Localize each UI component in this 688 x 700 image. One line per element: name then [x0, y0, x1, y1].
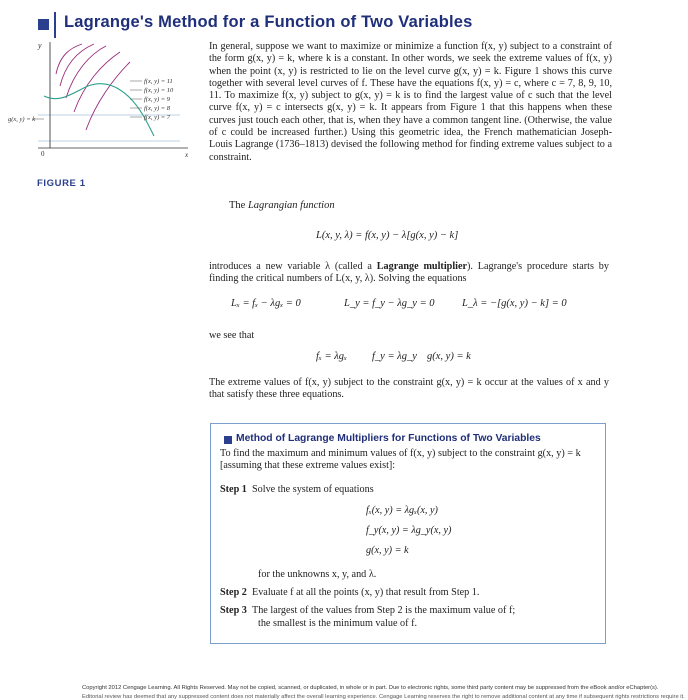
- figure-constraint-curve: [44, 84, 154, 136]
- copyright-footer-2: Editorial review has deemed that any suppressed content does not materially affect the overall learning experience. Cengage Learning reserves the right to remove additional content at any time if subsequent rights restrictions require it.: [82, 694, 685, 700]
- lagrange-multiplier-term: Lagrange multiplier: [376, 261, 468, 272]
- introduces-text-1: introduces a new variable λ (called a: [209, 261, 377, 272]
- box-title: Method of Lagrange Multipliers for Functions of Two Variables: [236, 433, 541, 444]
- condition-fx: fₓ = λgₓ: [316, 351, 348, 362]
- box-intro: To find the maximum and minimum values of f(x, y) subject to the constraint g(x, y) = k [assuming that these extreme values exist]:: [220, 448, 581, 472]
- lagrangian-heading: [229, 200, 335, 211]
- partial-y-equation: L_y = f_y − λg_y = 0: [344, 298, 435, 309]
- step-2: [220, 587, 479, 599]
- partial-x-equation: Lₓ = fₓ − λgₓ = 0: [231, 298, 301, 309]
- copyright-footer: Copyright 2012 Cengage Learning. All Rights Reserved. May not be copied, scanned, or duplicated, in whole or in part. Due to electronic rights, some third party content may be suppressed from the eBook and/or eChapter(s).: [82, 685, 659, 691]
- condition-g: g(x, y) = k: [427, 351, 471, 362]
- unknowns-text: for the unknowns x, y, and λ.: [258, 569, 377, 580]
- figure-level-label-11: f(x, y) = 11: [144, 78, 173, 85]
- figure-level-label-9: f(x, y) = 9: [144, 96, 171, 103]
- figure-x-axis-label: x: [185, 151, 189, 159]
- introduces-text-2: ). Lagrange's procedure starts by finding the critical numbers of L(x, y, λ). Solving the equations: [209, 261, 609, 285]
- lagrangian-heading-prefix: The: [229, 200, 248, 211]
- title-square-icon: [38, 19, 49, 30]
- figure-y-axis-label: y: [38, 41, 42, 50]
- figure-caption: FIGURE 1: [37, 178, 86, 189]
- figure-level-label-7: f(x, y) = 7: [144, 114, 171, 121]
- step-3-text-1: The largest of the values from Step 2 is the maximum value of f;: [251, 605, 516, 616]
- page-title: Lagrange's Method for a Function of Two Variables: [64, 13, 473, 31]
- step-3-label: Step 3: [220, 605, 247, 616]
- title-divider: [54, 12, 56, 38]
- lagrange-method-box: [210, 423, 606, 644]
- figure-origin-label: 0: [41, 150, 45, 158]
- title-row: [0, 0, 688, 36]
- step-2-label: Step 2: [220, 587, 247, 598]
- intro-paragraph-text: In general, suppose we want to maximize or minimize a function f(x, y) subject to a constraint of the form g(x, y) = k, where k is a constant. In other words, we seek the extreme values of f(x, y) when the point (x, y) is restricted to lie on the level curve g(x, y) = k. Figure 1 shows this curve together with several level curves of f. These have the equations f(x, y) = c, where c = 7, 8, 9, 10, 11. To maximize f(x, y) subject to g(x, y) = k is to find the largest value of c such that the level curve f(x, y) = c intersects g(x, y) = k. It appears from Figure 1 that this happens when these curves just touch each other, that is, when they have a common tangent line. (Otherwise, the value of c could be increased further.) Using this geometric idea, the French mathematician Joseph-Louis Lagrange (1736–1813) devised the following method for finding extreme values subject to a constraint.: [209, 41, 612, 163]
- extreme-values-paragraph: The extreme values of f(x, y) subject to the constraint g(x, y) = k occur at the values of x and y that satisfy these three equations.: [209, 377, 609, 401]
- intro-paragraph: [209, 41, 612, 164]
- we-see-that-text: we see that: [209, 330, 255, 341]
- step-1-text: Solve the system of equations: [251, 484, 374, 495]
- figure-axes: [38, 42, 188, 148]
- figure-level-label-8: f(x, y) = 8: [144, 105, 171, 112]
- system-eq-2: f_y(x, y) = λg_y(x, y): [366, 525, 452, 536]
- step-1: [220, 484, 374, 496]
- figure-level-label-10: f(x, y) = 10: [144, 87, 174, 94]
- system-eq-1: fₓ(x, y) = λgₓ(x, y): [366, 505, 438, 516]
- step-3: [220, 605, 515, 617]
- step-1-label: Step 1: [220, 484, 247, 495]
- figure-constraint-label: g(x, y) = k: [8, 116, 36, 123]
- lagrangian-heading-term: Lagrangian function: [247, 200, 335, 211]
- partial-lambda-equation: L_λ = −[g(x, y) − k] = 0: [462, 298, 567, 309]
- box-square-icon: [224, 436, 232, 444]
- lagrangian-equation: L(x, y, λ) = f(x, y) − λ[g(x, y) − k]: [316, 230, 459, 241]
- system-eq-3: g(x, y) = k: [366, 545, 409, 556]
- introduces-paragraph: [209, 261, 609, 286]
- step-2-text: Evaluate f at all the points (x, y) that result from Step 1.: [251, 587, 480, 598]
- step-3-text-2: the smallest is the minimum value of f.: [258, 618, 418, 629]
- condition-fy: f_y = λg_y: [372, 351, 417, 362]
- figure-level-curves: [8, 40, 200, 175]
- figure-level-curves-f: [56, 44, 130, 130]
